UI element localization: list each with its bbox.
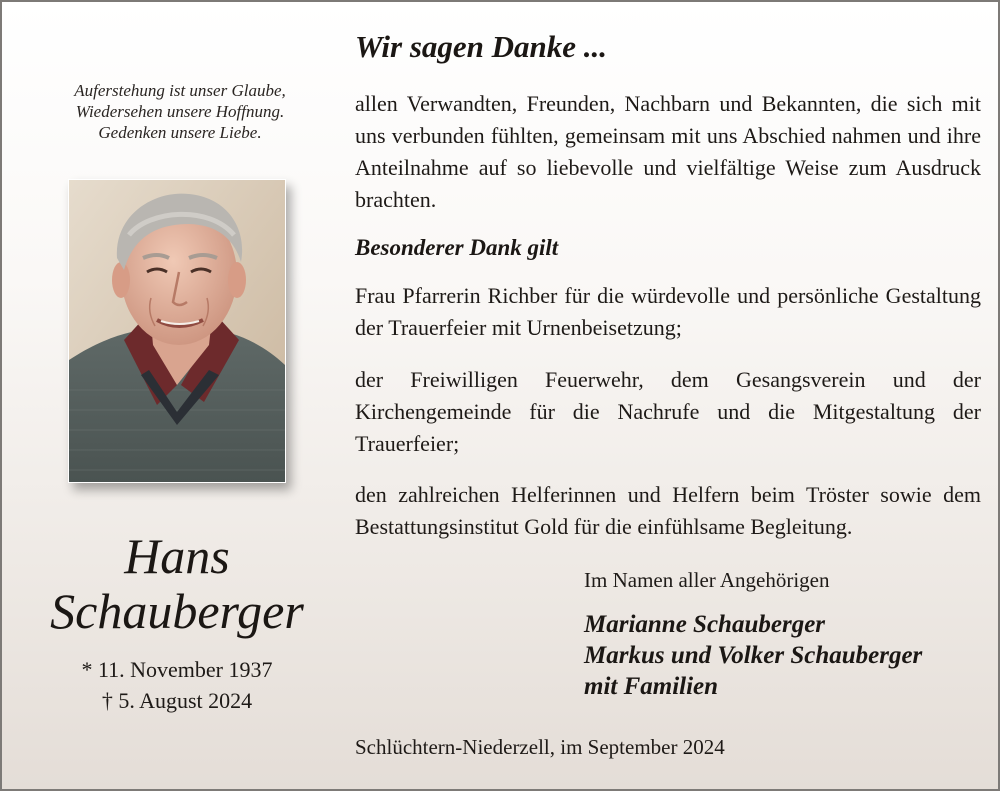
portrait-illustration — [69, 180, 285, 482]
birth-date: * 11. November 1937 — [81, 657, 273, 682]
special-thanks-item: Frau Pfarrerin Richber für die würdevolle und persönliche Gestaltung der Trauerfeier mit Urnenbeisetzung; — [355, 283, 981, 340]
signer-name: Marianne Schauberger — [584, 611, 826, 638]
motto-line: Auferstehung ist unser Glaube, — [74, 81, 286, 100]
special-thanks-item: den zahlreichen Helferinnen und Helfern beim Tröster sowie dem Bestattungsinstitut Gold für die einfühlsame Begleitung. — [355, 482, 981, 539]
signer-name: mit Familien — [584, 673, 719, 700]
right-column — [355, 2, 982, 789]
place-and-date: Schlüchtern-Niederzell, im September 2024 — [355, 735, 725, 759]
special-thanks-heading: Besonderer Dank gilt — [355, 235, 559, 260]
thanks-intro: allen Verwandten, Freunden, Nachbarn und Bekannten, die sich mit uns verbunden fühlten, gemeinsam mit uns Abschied nahmen und ihre Anteilnahme auf so liebevolle und vielfältige Weise zum Ausdruck brachten. — [355, 91, 981, 212]
motto — [20, 80, 340, 143]
deceased-first-name: Hans — [124, 528, 230, 584]
signer-name: Markus und Volker Schauberger — [584, 642, 923, 669]
death-date: † 5. August 2024 — [101, 688, 253, 713]
left-column — [2, 2, 347, 789]
motto-line: Wiedersehen unsere Hoffnung. — [75, 102, 285, 121]
portrait-photo — [68, 179, 286, 483]
special-thanks-item: der Freiwilligen Feuerwehr, dem Gesangsverein und der Kirchengemeinde für die Nachrufe und die Mitgestaltung der Trauerfeier; — [355, 367, 981, 456]
signers — [584, 609, 922, 702]
thanks-heading: Wir sagen Danke ... — [355, 29, 608, 64]
motto-line: Gedenken unsere Liebe. — [98, 123, 262, 142]
deceased-last-name: Schauberger — [50, 583, 304, 639]
life-dates — [2, 654, 352, 716]
on-behalf-line: Im Namen aller Angehörigen — [584, 568, 830, 592]
